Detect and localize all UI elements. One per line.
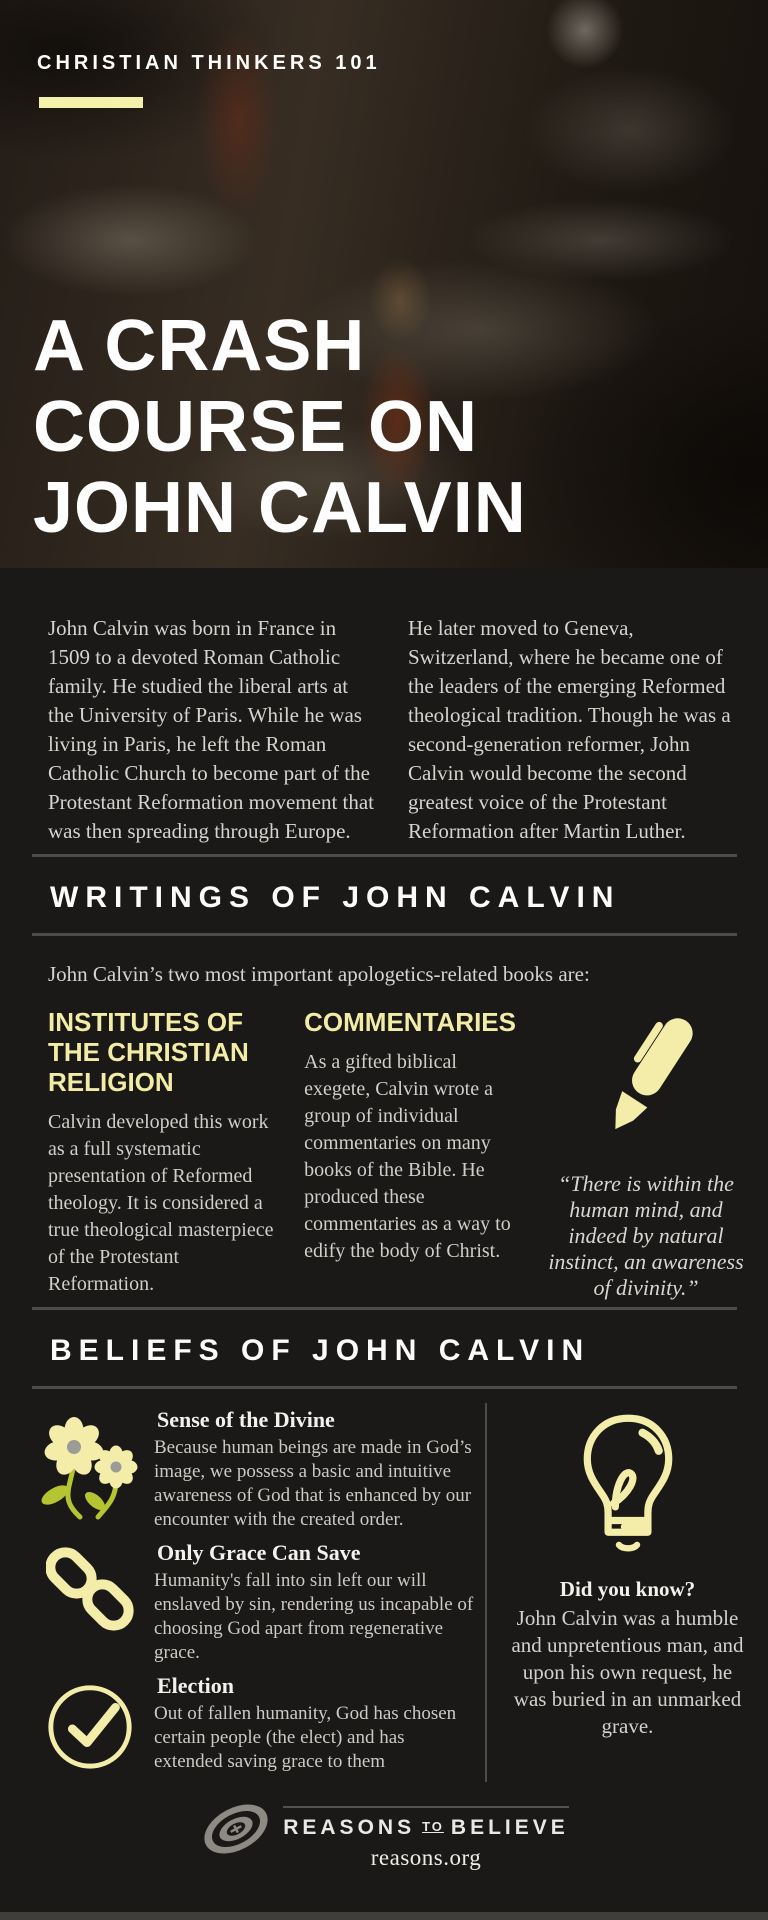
book-title-institutes: INSTITUTES OF THE CHRISTIAN RELIGION — [48, 1007, 249, 1097]
belief-row-grace — [40, 1540, 477, 1665]
kicker-underline-bar — [39, 97, 143, 108]
belief-body: Because human beings are made in God’s image, we possess a basic and intuitive awareness of God that is enhanced by our encounter with the created order. — [154, 1437, 472, 1530]
brand-wordmark-block — [283, 1806, 569, 1871]
quote-column — [542, 1007, 750, 1301]
brand-believe: BELIEVE — [450, 1816, 569, 1839]
did-you-know-title: Did you know? — [559, 1577, 696, 1601]
book-title-commentaries: COMMENTARIES — [304, 1007, 516, 1037]
belief-body: Humanity's fall into sin left our will enslaved by sin, rendering us incapable of choosing God apart from regenerative grace. — [154, 1570, 474, 1663]
intro-paragraph-right: He later moved to Geneva, Switzerland, where he became one of the leaders of the emerging Reformed theological tradition. Though he was a second-generation reformer, John Calvin would become the second greatest voice of the Protestant Reformation after Martin Luther. — [408, 616, 731, 843]
kicker-text: CHRISTIAN THINKERS 101 — [37, 52, 381, 74]
belief-text — [154, 1407, 477, 1532]
bottom-edge-strip — [0, 1912, 768, 1920]
belief-title: Only Grace Can Save — [157, 1540, 361, 1565]
did-you-know-body: John Calvin was a humble and unpretentious man, and upon his own request, he was buried in an unmarked grave. — [511, 1606, 744, 1738]
beliefs-list — [0, 1403, 487, 1782]
flowers-icon — [40, 1407, 140, 1532]
intro-section — [0, 568, 768, 854]
calvin-quote: “There is within the human mind, and indeed by natural instinct, an awareness of divinity.” — [548, 1171, 744, 1300]
galaxy-swirl-logo — [199, 1794, 273, 1864]
writings-section-heading: WRITINGS OF JOHN CALVIN — [50, 881, 621, 914]
belief-text — [154, 1540, 477, 1665]
book-body-commentaries: As a gifted biblical exegete, Calvin wrote a group of individual commentaries on many books of the Bible. He produced these commentaries as a way to edify the body of Christ. — [304, 1051, 511, 1262]
hero-photo-background — [0, 0, 768, 568]
page-title-line-3: JOHN CALVIN — [33, 468, 527, 548]
belief-row-election — [40, 1673, 477, 1774]
brand-reasons: REASONS — [283, 1816, 416, 1839]
page-title-line-2: COURSE ON — [33, 387, 479, 467]
page-title — [33, 306, 527, 549]
writings-columns — [0, 989, 768, 1307]
belief-body: Out of fallen humanity, God has chosen certain people (the elect) and has extended saving grace to them — [154, 1703, 457, 1772]
chain-links-icon — [40, 1540, 140, 1665]
brand-wordmark — [283, 1816, 569, 1840]
did-you-know-panel — [487, 1403, 768, 1782]
intro-paragraph-left: John Calvin was born in France in 1509 to a devoted Roman Catholic family. He studied the liberal arts at the University of Paris. While he was living in Paris, he left the Roman Catholic Church to become part of the Protestant Reformation movement that was then spreading through Europe. — [48, 616, 375, 843]
belief-title: Election — [157, 1673, 234, 1698]
footer-brand — [0, 1794, 768, 1871]
book-commentaries — [304, 1007, 516, 1301]
site-url: reasons.org — [370, 1845, 482, 1870]
beliefs-section-heading: BELIEFS OF JOHN CALVIN — [50, 1334, 591, 1367]
belief-text — [154, 1673, 477, 1774]
book-body-institutes: Calvin developed this work as a full systematic presentation of Reformed theology. It is considered a true theological masterpiece of the Protestant Reformation. — [48, 1111, 274, 1295]
writings-lead-text: John Calvin’s two most important apologetics-related books are: — [48, 962, 590, 986]
belief-row-sense-of-divine — [40, 1407, 477, 1532]
brand-to: TO — [422, 1819, 444, 1834]
page-title-line-1: A CRASH — [33, 306, 366, 386]
book-institutes — [48, 1007, 278, 1301]
checkmark-circle-icon — [40, 1673, 140, 1774]
beliefs-section — [0, 1389, 768, 1782]
belief-title: Sense of the Divine — [157, 1407, 335, 1432]
pen-icon — [542, 1007, 750, 1157]
lightbulb-icon — [487, 1411, 768, 1563]
